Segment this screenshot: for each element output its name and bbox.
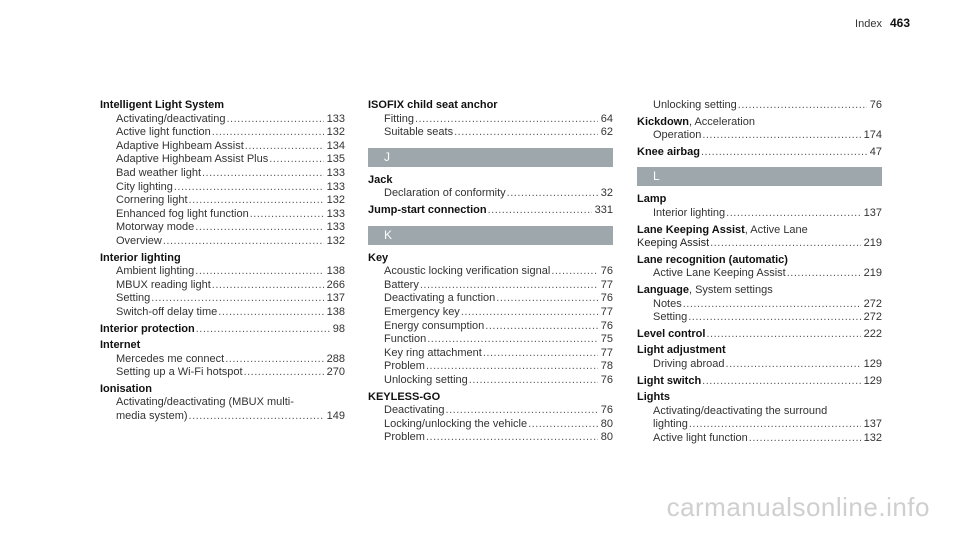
- entry-text: Battery: [384, 278, 419, 291]
- page-ref: 76: [869, 99, 882, 111]
- entry-text: Setting: [116, 292, 151, 305]
- entry-text: Fitting: [384, 112, 414, 125]
- page-ref: 77: [600, 346, 613, 359]
- index-entry-head[interactable]: [637, 193, 882, 207]
- index-entry-main[interactable]: [637, 375, 882, 389]
- page-ref: 129: [863, 374, 882, 387]
- index-subentry[interactable]: [637, 237, 882, 251]
- index-subentry[interactable]: [368, 347, 613, 361]
- page-ref: 76: [600, 373, 613, 386]
- leader-dots: [269, 153, 323, 167]
- letter-divider: K: [368, 226, 613, 245]
- index-column-2: [368, 99, 613, 448]
- page-ref: 132: [863, 431, 882, 444]
- page-ref: 272: [863, 297, 882, 310]
- entry-text: Problem: [384, 360, 425, 373]
- leader-dots: [726, 358, 861, 372]
- index-entry: [637, 146, 882, 160]
- leader-dots: [483, 347, 598, 361]
- leader-dots: [701, 146, 867, 160]
- page-ref: 272: [863, 311, 882, 324]
- index-entry: [100, 339, 345, 380]
- entry-text: Mercedes me connect: [116, 352, 225, 365]
- entry-text: Setting up a Wi-Fi hotspot: [116, 366, 243, 379]
- page-ref: 134: [326, 139, 345, 152]
- entry-head-text: Light adjustment: [637, 344, 726, 357]
- page-ref: 222: [863, 327, 882, 340]
- entry-text: MBUX reading light: [116, 278, 211, 291]
- leader-dots: [245, 140, 324, 154]
- page-ref: 135: [326, 153, 345, 166]
- index-subentry[interactable]: [368, 431, 613, 445]
- index-subentry[interactable]: [368, 113, 613, 127]
- page-ref: 133: [326, 221, 345, 234]
- entry-head-text: ISOFIX child seat anchor: [368, 99, 498, 111]
- index-entry: [637, 344, 882, 371]
- leader-dots: [488, 204, 592, 218]
- index-subentry[interactable]: [368, 404, 613, 418]
- index-entry: [368, 204, 613, 218]
- entry-text: Energy consumption: [384, 319, 485, 332]
- page-ref: 132: [326, 194, 345, 207]
- index-entry-main[interactable]: [637, 146, 882, 160]
- leader-dots: [427, 333, 598, 347]
- index-subentry[interactable]: [100, 221, 345, 235]
- leader-dots: [689, 418, 861, 432]
- index-entry: [637, 224, 882, 251]
- entry-text: Notes: [653, 297, 682, 310]
- index-entry: [637, 328, 882, 342]
- leader-dots: [195, 265, 323, 279]
- index-subentry[interactable]: [100, 410, 345, 424]
- entry-text: Switch-off delay time: [116, 305, 218, 318]
- entry-text: Driving abroad: [653, 357, 725, 370]
- leader-dots: [195, 221, 323, 235]
- index-entry: [637, 284, 882, 325]
- page-ref: 77: [600, 305, 613, 318]
- page-ref: 76: [600, 292, 613, 305]
- page-ref: 133: [326, 180, 345, 193]
- index-subentry[interactable]: [100, 194, 345, 208]
- index-subentry[interactable]: [637, 129, 882, 143]
- leader-dots: [461, 306, 598, 320]
- index-subentry[interactable]: [368, 333, 613, 347]
- leader-dots: [189, 410, 324, 424]
- leader-dots: [163, 235, 324, 249]
- entry-head-text: Lamp: [637, 193, 667, 206]
- entry-text: Adaptive Highbeam Assist: [116, 139, 244, 152]
- index-entry: [100, 99, 345, 249]
- leader-dots: [225, 353, 323, 367]
- leader-dots: [426, 431, 598, 445]
- index-entry-head[interactable]: [368, 252, 613, 266]
- leader-dots: [415, 113, 598, 127]
- page-ref: 129: [863, 357, 882, 370]
- letter-divider: L: [637, 167, 882, 186]
- page-ref: 132: [326, 234, 345, 247]
- entry-text: Locking/unlocking the vehicle: [384, 417, 528, 430]
- page-ref: 78: [600, 360, 613, 373]
- entry-text: Unlocking setting: [653, 99, 737, 111]
- page-ref: 219: [863, 267, 882, 280]
- leader-dots: [420, 279, 598, 293]
- entry-text: Active Lane Keeping Assist: [653, 267, 786, 280]
- page-ref: 137: [863, 418, 882, 431]
- leader-dots: [726, 207, 860, 221]
- leader-dots: [485, 320, 597, 334]
- leader-dots: [702, 129, 860, 143]
- index-subentry-line[interactable]: Activating/deactivating the surround: [653, 404, 828, 417]
- leader-dots: [688, 311, 860, 325]
- index-entry-head[interactable]: [100, 252, 345, 266]
- leader-dots: [189, 194, 324, 208]
- leader-dots: [244, 366, 324, 380]
- index-entry: [637, 193, 882, 220]
- index-subentry[interactable]: [368, 418, 613, 432]
- index-subentry[interactable]: [637, 298, 882, 312]
- entry-head-text: Intelligent Light System: [100, 99, 225, 111]
- index-subentry[interactable]: [637, 418, 882, 432]
- entry-text: Level control: [637, 327, 706, 340]
- index-entry-head[interactable]: [637, 254, 882, 268]
- index-subentry[interactable]: [637, 358, 882, 372]
- page-ref: 138: [326, 265, 345, 278]
- page-ref: 62: [600, 126, 613, 139]
- index-subentry[interactable]: [368, 374, 613, 388]
- index-subentry[interactable]: [100, 113, 345, 127]
- entry-text: Jump-start connection: [368, 203, 487, 216]
- leader-dots: [749, 432, 861, 446]
- entry-text: Deactivating a function: [384, 292, 496, 305]
- index-subentry[interactable]: [100, 167, 345, 181]
- entry-text: Interior protection: [100, 322, 195, 335]
- page-ref: 133: [326, 207, 345, 220]
- entry-head-text: Internet: [100, 339, 141, 352]
- page-ref: 76: [600, 319, 613, 332]
- page-ref: 80: [600, 417, 613, 430]
- entry-head-text: KEYLESS-GO: [368, 390, 441, 403]
- leader-dots: [710, 237, 860, 251]
- leader-dots: [454, 126, 598, 140]
- leader-dots: [528, 418, 598, 432]
- index-entry-head[interactable]: [100, 383, 345, 397]
- leader-dots: [202, 167, 324, 181]
- entry-text: media system): [116, 410, 188, 423]
- page-ref: 76: [600, 265, 613, 278]
- leader-dots: [683, 298, 861, 312]
- index-subentry-line[interactable]: Activating/deactivating (MBUX multi-: [116, 396, 294, 409]
- entry-text: Activating/deactivating: [116, 112, 226, 125]
- entry-text: Key ring attachment: [384, 346, 482, 359]
- index-subentry[interactable]: [368, 265, 613, 279]
- index-subentry[interactable]: [637, 432, 882, 446]
- index-subentry[interactable]: [100, 366, 345, 380]
- leader-dots: [469, 374, 598, 388]
- index-column-1: [100, 99, 345, 427]
- entry-head-text: Lane recognition (automatic): [637, 253, 788, 266]
- leader-dots: [174, 181, 324, 195]
- index-subentry[interactable]: [368, 320, 613, 334]
- entry-text: Active light function: [653, 431, 748, 444]
- index-subentry[interactable]: [368, 187, 613, 201]
- index-entry-head[interactable]: [368, 99, 613, 113]
- index-entry: [368, 391, 613, 445]
- entry-text: City lighting: [116, 180, 173, 193]
- index-subentry[interactable]: [100, 306, 345, 320]
- index-subentry[interactable]: [100, 235, 345, 249]
- entry-text: Ambient lighting: [116, 265, 195, 278]
- index-entry-head[interactable]: [637, 224, 882, 238]
- index-entry: [100, 252, 345, 320]
- index-subentry[interactable]: [637, 267, 882, 281]
- leader-dots: [226, 113, 323, 127]
- page-ref: 75: [600, 333, 613, 346]
- index-entry-head[interactable]: [637, 284, 882, 298]
- leader-dots: [196, 323, 330, 337]
- index-subentry[interactable]: [637, 99, 882, 113]
- entry-head-text: Jack: [368, 173, 393, 186]
- leader-dots: [212, 126, 324, 140]
- index-subentry[interactable]: [368, 360, 613, 374]
- entry-head-text: Lane Keeping Assist: [637, 223, 745, 236]
- entry-text: Cornering light: [116, 194, 188, 207]
- index-entry: [637, 391, 882, 445]
- leader-dots: [212, 279, 324, 293]
- index-entry-head[interactable]: [100, 339, 345, 353]
- page-number: 463: [889, 16, 910, 30]
- entry-head-text: Kickdown: [637, 115, 689, 128]
- leader-dots: [496, 292, 597, 306]
- index-subentry[interactable]: [100, 279, 345, 293]
- entry-text: Motorway mode: [116, 221, 195, 234]
- index-entry: [637, 99, 882, 113]
- entry-text: Suitable seats: [384, 126, 454, 139]
- watermark: carmanualsonline.info: [666, 492, 930, 522]
- entry-head-qualifier: , System settings: [688, 283, 773, 296]
- entry-text: Setting: [653, 311, 688, 324]
- index-entry-head[interactable]: [100, 99, 345, 113]
- page-ref: 270: [326, 366, 345, 379]
- leader-dots: [738, 99, 867, 113]
- entry-text: Deactivating: [384, 404, 445, 417]
- page-ref: 76: [600, 404, 613, 417]
- leader-dots: [551, 265, 597, 279]
- entry-text: Adaptive Highbeam Assist Plus: [116, 153, 269, 166]
- index-subentry[interactable]: [368, 126, 613, 140]
- page-ref: 133: [326, 112, 345, 125]
- leader-dots: [151, 292, 323, 306]
- entry-text: Active light function: [116, 126, 211, 139]
- index-entry-head[interactable]: [368, 391, 613, 405]
- index-subentry[interactable]: [100, 153, 345, 167]
- entry-text: Problem: [384, 431, 425, 444]
- leader-dots: [507, 187, 598, 201]
- index-entry-main[interactable]: [368, 204, 613, 218]
- index-subentry[interactable]: [100, 265, 345, 279]
- entry-text: Declaration of conformity: [384, 187, 506, 200]
- page-ref: 288: [326, 352, 345, 365]
- page-ref: 266: [326, 278, 345, 291]
- entry-text: Operation: [653, 129, 702, 142]
- index-entry-head[interactable]: [368, 174, 613, 188]
- entry-text: Acoustic locking verification signal: [384, 265, 551, 278]
- page-ref: 331: [594, 203, 613, 216]
- index-subentry[interactable]: [637, 311, 882, 325]
- page-ref: 80: [600, 431, 613, 444]
- index-entry-head[interactable]: [637, 344, 882, 358]
- leader-dots: [706, 328, 860, 342]
- page-ref: 137: [863, 206, 882, 219]
- entry-text: Interior lighting: [653, 206, 726, 219]
- page-ref: 138: [326, 305, 345, 318]
- index-entry: [368, 99, 613, 140]
- index-subentry[interactable]: [100, 126, 345, 140]
- page-ref: 64: [600, 112, 613, 125]
- entry-head-text: Key: [368, 251, 389, 264]
- index-column-3: [637, 99, 882, 448]
- entry-text: Unlocking setting: [384, 373, 468, 386]
- page-ref: 32: [600, 187, 613, 200]
- page-ref: 77: [600, 278, 613, 291]
- entry-head-qualifier: , Acceleration: [688, 115, 755, 128]
- entry-head-text: Ionisation: [100, 382, 152, 395]
- entry-text: Bad weather light: [116, 166, 201, 179]
- entry-text: Light switch: [637, 374, 702, 387]
- index-entry-head[interactable]: [637, 391, 882, 405]
- page-ref: 98: [332, 322, 345, 335]
- page-ref: 219: [863, 237, 882, 250]
- index-entry: [100, 383, 345, 424]
- leader-dots: [787, 267, 861, 281]
- index-subentry[interactable]: [368, 279, 613, 293]
- index-subentry[interactable]: [100, 181, 345, 195]
- leader-dots: [426, 360, 598, 374]
- page-header: [0, 16, 910, 30]
- leader-dots: [250, 208, 324, 222]
- entry-text: Emergency key: [384, 305, 460, 318]
- entry-text: Overview: [116, 234, 162, 247]
- leader-dots: [446, 404, 598, 418]
- index-entry-main[interactable]: [100, 323, 345, 337]
- index-entry: [637, 116, 882, 143]
- section-title: Index: [855, 18, 882, 30]
- index-entry: [637, 375, 882, 389]
- entry-text: lighting: [653, 418, 688, 431]
- page-ref: 132: [326, 126, 345, 139]
- entry-text: Enhanced fog light function: [116, 207, 249, 220]
- index-entry: [637, 254, 882, 281]
- page-ref: 137: [326, 292, 345, 305]
- index-subentry[interactable]: [368, 306, 613, 320]
- index-subentry[interactable]: [100, 208, 345, 222]
- index-subentry[interactable]: [637, 207, 882, 221]
- index-entry: [368, 174, 613, 201]
- entry-head-text: Language: [637, 283, 689, 296]
- page-ref: 133: [326, 166, 345, 179]
- index-entry: [100, 323, 345, 337]
- entry-head-qualifier: , Active Lane: [744, 223, 808, 236]
- leader-dots: [218, 306, 323, 320]
- letter-divider: J: [368, 148, 613, 167]
- page-ref: 149: [326, 410, 345, 423]
- index-subentry[interactable]: [100, 140, 345, 154]
- index-entry: [368, 252, 613, 388]
- index-subentry[interactable]: [100, 292, 345, 306]
- page-ref: 174: [863, 129, 882, 142]
- entry-head-text: Interior lighting: [100, 251, 181, 264]
- entry-text: Function: [384, 333, 427, 346]
- index-entry-head[interactable]: [637, 116, 882, 130]
- entry-head-text: Lights: [637, 391, 670, 404]
- page-ref: 47: [869, 145, 882, 158]
- index-subentry[interactable]: [100, 353, 345, 367]
- entry-text: Keeping Assist: [637, 237, 710, 250]
- entry-text: Knee airbag: [637, 145, 700, 158]
- index-subentry[interactable]: [368, 292, 613, 306]
- index-entry-main[interactable]: [637, 328, 882, 342]
- leader-dots: [702, 375, 860, 389]
